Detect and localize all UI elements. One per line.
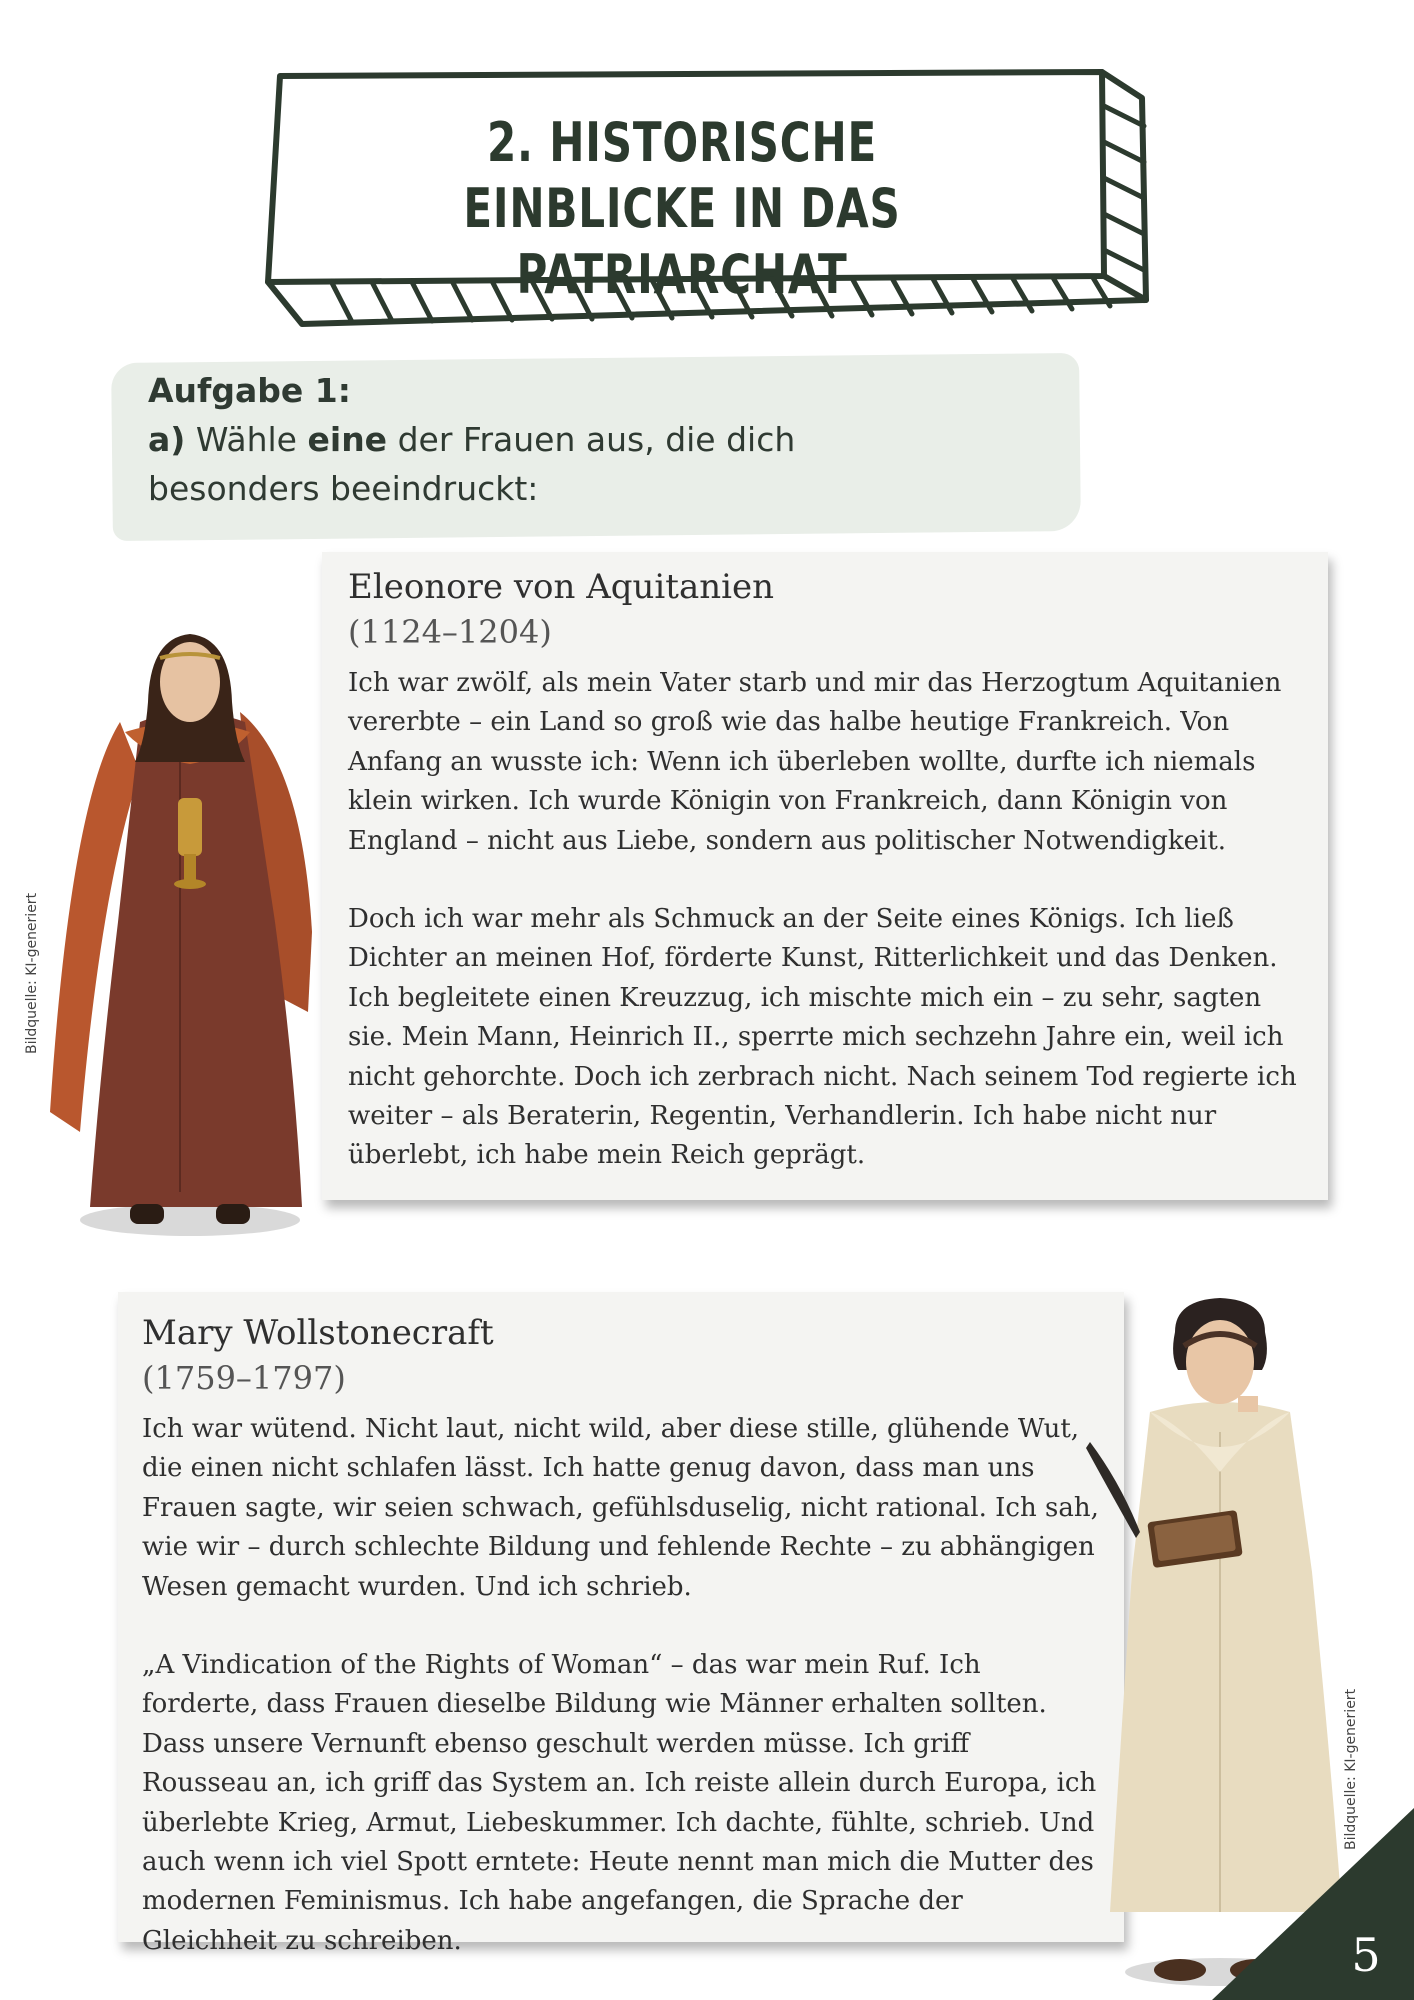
task-emphasis: eine (307, 420, 388, 459)
page-number: 5 (1351, 1928, 1381, 1982)
eleonore-paragraph-2: Doch ich war mehr als Schmuck an der Seite eines Königs. Ich ließ Dichter an meinen Hof, förderte Kunst, Ritterlichkeit und das Denken. Ich begleitete einen Kreuzzug, ich mischte mich ein – zu sehr, sagten sie. Mein Mann, Heinrich II., sperrte mich sechzehn Jahre ein, weil ich nicht gehorchte. Doch ich zerbrach nicht. Nach seinem Tod regierte ich weiter – als Beraterin, Regentin, Verhandlerin. Ich habe nicht nur überlebt, ich habe mein Reich geprägt. (348, 904, 1297, 1171)
page-title (386, 110, 979, 308)
eleonore-card (322, 552, 1328, 1200)
eleonore-name: Eleonore von Aquitanien (348, 567, 775, 607)
page-title-line-1: 2. HISTORISCHE EINBLICKE IN DAS (463, 111, 901, 240)
wollstonecraft-paragraph-1: Ich war wütend. Nicht laut, nicht wild, aber diese stille, glühende Wut, die einen nicht schlafen lässt. Ich hatte genug davon, dass man uns Frauen sagte, wir seien schwach, gefühlsduselig, nicht rational. Ich sah, wie wir – durch schlechte Bildung und fehlende Rechte – zu abhängigen Wesen gemacht wurden. Und ich schrieb. (142, 1414, 1099, 1602)
eleonore-paragraph-1: Ich war zwölf, als mein Vater starb und mir das Herzogtum Aquitanien vererbte – ein Land so groß wie das halbe heutige Frankreich. Von Anfang an wusste ich: Wenn ich überleben wollte, durfte ich niemals klein wirken. Ich wurde Königin von Frankreich, dann Königin von England – nicht aus Liebe, sondern aus politischer Notwendigkeit. (348, 668, 1282, 856)
task-instructions (148, 366, 968, 513)
task-part-label: a) (148, 420, 186, 459)
wollstonecraft-years: (1759–1797) (142, 1359, 346, 1397)
eleonore-years: (1124–1204) (348, 613, 552, 651)
wollstonecraft-paragraph-2: „A Vindication of the Rights of Woman“ – das war mein Ruf. Ich forderte, dass Frauen dieselbe Bildung wie Männer erhalten sollten. Dass unsere Vernunft ebenso geschult werden müsse. Ich griff Rousseau an, ich griff das System an. Ich reiste allein durch Europa, ich überlebte Krieg, Armut, Liebeskummer. Ich dachte, fühlte, schrieb. Und auch wenn ich viel Spott erntete: Heute nennt man mich die Mutter des modernen Feminismus. Ich habe angefangen, die Sprache der Gleichheit zu schreiben. (142, 1650, 1097, 1956)
title-banner (262, 62, 1154, 334)
task-text-before: Wähle (195, 420, 297, 459)
eleonore-portrait (40, 592, 330, 1242)
task-text-after: der Frauen aus, die dich besonders beeindruckt: (148, 420, 796, 508)
task-heading: Aufgabe 1: (148, 371, 351, 410)
page-title-line-2: PATRIARCHAT (516, 243, 848, 306)
wollstonecraft-card (118, 1292, 1124, 1956)
eleonore-image-credit: Bildquelle: KI-generiert (24, 892, 40, 1054)
wollstonecraft-name: Mary Wollstonecraft (142, 1313, 494, 1353)
wollstonecraft-image-credit: Bildquelle: KI-generiert (1343, 1688, 1359, 1850)
